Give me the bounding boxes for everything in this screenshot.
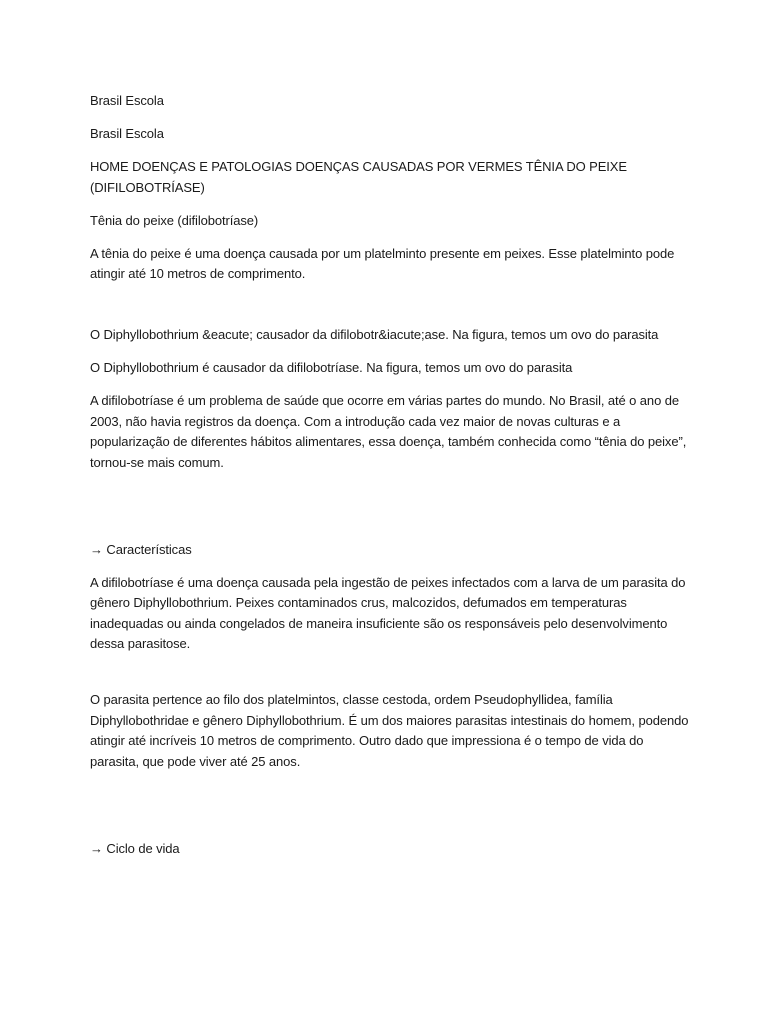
- body-paragraph-1: A difilobotríase é um problema de saúde que ocorre em várias partes do mundo. No Brasil, até o ano de 2003, não havia registros da doença. Com a introdução cada vez maior de novas culturas e a popularização de diferentes hábitos alimentares, essa doença, também conhecida como “tênia do peixe”, tornou-se mais comum.: [90, 393, 687, 470]
- blank-line: [90, 486, 690, 540]
- image-caption-raw: O Diphyllobothrium &eacute; causador da difilobotr&iacute;ase. Na figura, temos um ovo do parasita: [90, 327, 659, 342]
- blank-line: [90, 297, 690, 325]
- site-name: Brasil Escola: [90, 93, 164, 108]
- document-page: [90, 91, 690, 872]
- blank-line: [90, 785, 690, 839]
- section-heading-ciclo: → Ciclo de vida: [90, 840, 180, 856]
- site-name-repeat: Brasil Escola: [90, 126, 164, 141]
- intro-paragraph: A tênia do peixe é uma doença causada por um platelminto presente em peixes. Esse platelminto pode atingir até 10 metros de comprimento.: [90, 245, 675, 281]
- breadcrumb: HOME DOENÇAS E PATOLOGIAS DOENÇAS CAUSADAS POR VERMES TÊNIA DO PEIXE (DIFILOBOTRÍASE): [90, 159, 627, 195]
- image-caption: O Diphyllobothrium é causador da difilobotríase. Na figura, temos um ovo do parasita: [90, 360, 573, 375]
- article-title: Tênia do peixe (difilobotríase): [90, 212, 259, 228]
- body-paragraph-3: O parasita pertence ao filo dos platelmintos, classe cestoda, ordem Pseudophyllidea, família Diphyllobothridae e gênero Diphyllobothrium. É um dos maiores parasitas intestinais do homem, podendo atingir até incríveis 10 metros de comprimento. Outro dado que impressiona é o tempo de vida do parasita, que pode viver até 25 anos.: [90, 692, 689, 769]
- blank-line: [90, 667, 690, 690]
- body-paragraph-2: A difilobotríase é uma doença causada pela ingestão de peixes infectados com a larva de um parasita do gênero Diphyllobothrium. Peixes contaminados crus, malcozidos, defumados em temperaturas inadequadas ou ainda congelados de maneira insuficiente são os responsáveis pelo desenvolvimento dessa parasitose.: [90, 574, 686, 651]
- section-heading-caracteristicas: → Características: [90, 541, 192, 557]
